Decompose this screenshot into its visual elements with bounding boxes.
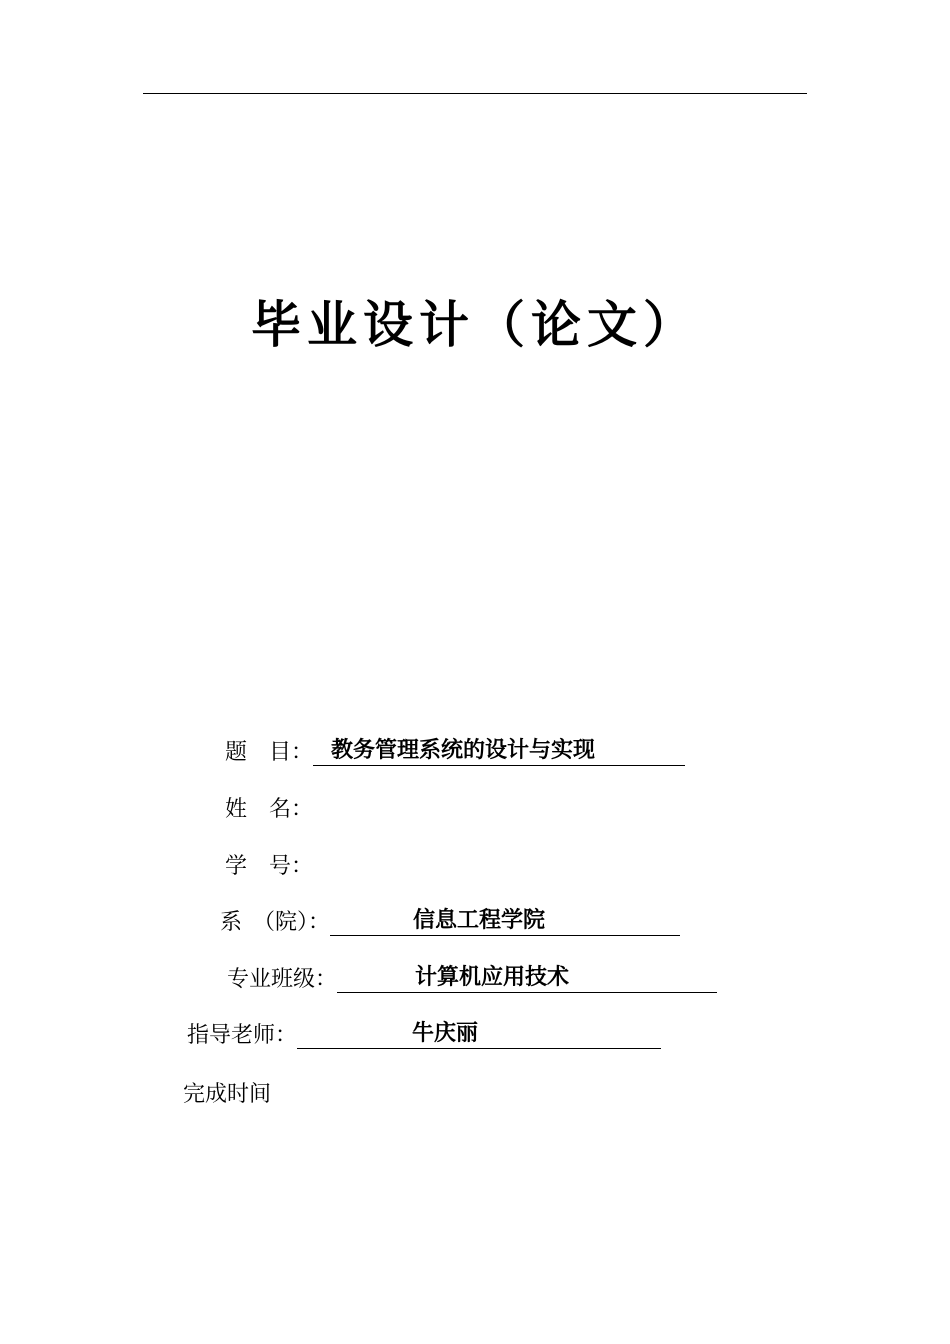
name-label: 姓 名： <box>225 797 314 822</box>
student-id-label: 学 号： <box>225 854 314 879</box>
completion-time-row <box>183 1077 271 1108</box>
topic-value: 教务管理系统的设计与实现 <box>313 736 685 766</box>
topic-label: 题 目： <box>225 740 314 765</box>
major-class-label: 专业班级： <box>227 967 338 992</box>
major-class-row <box>227 962 717 993</box>
header-rule <box>143 93 807 94</box>
name-row <box>225 792 313 823</box>
major-class-value: 计算机应用技术 <box>337 963 717 993</box>
department-row <box>220 905 680 936</box>
advisor-value: 牛庆丽 <box>297 1019 661 1049</box>
completion-time-label: 完成时间 <box>183 1082 272 1107</box>
advisor-row <box>187 1018 661 1049</box>
department-value: 信息工程学院 <box>330 906 680 936</box>
advisor-label: 指导老师： <box>187 1023 298 1048</box>
topic-row <box>225 735 685 766</box>
page-title: 毕业设计（论文） <box>251 295 699 354</box>
department-label: 系 （院）： <box>220 910 331 935</box>
student-id-row <box>225 849 313 880</box>
